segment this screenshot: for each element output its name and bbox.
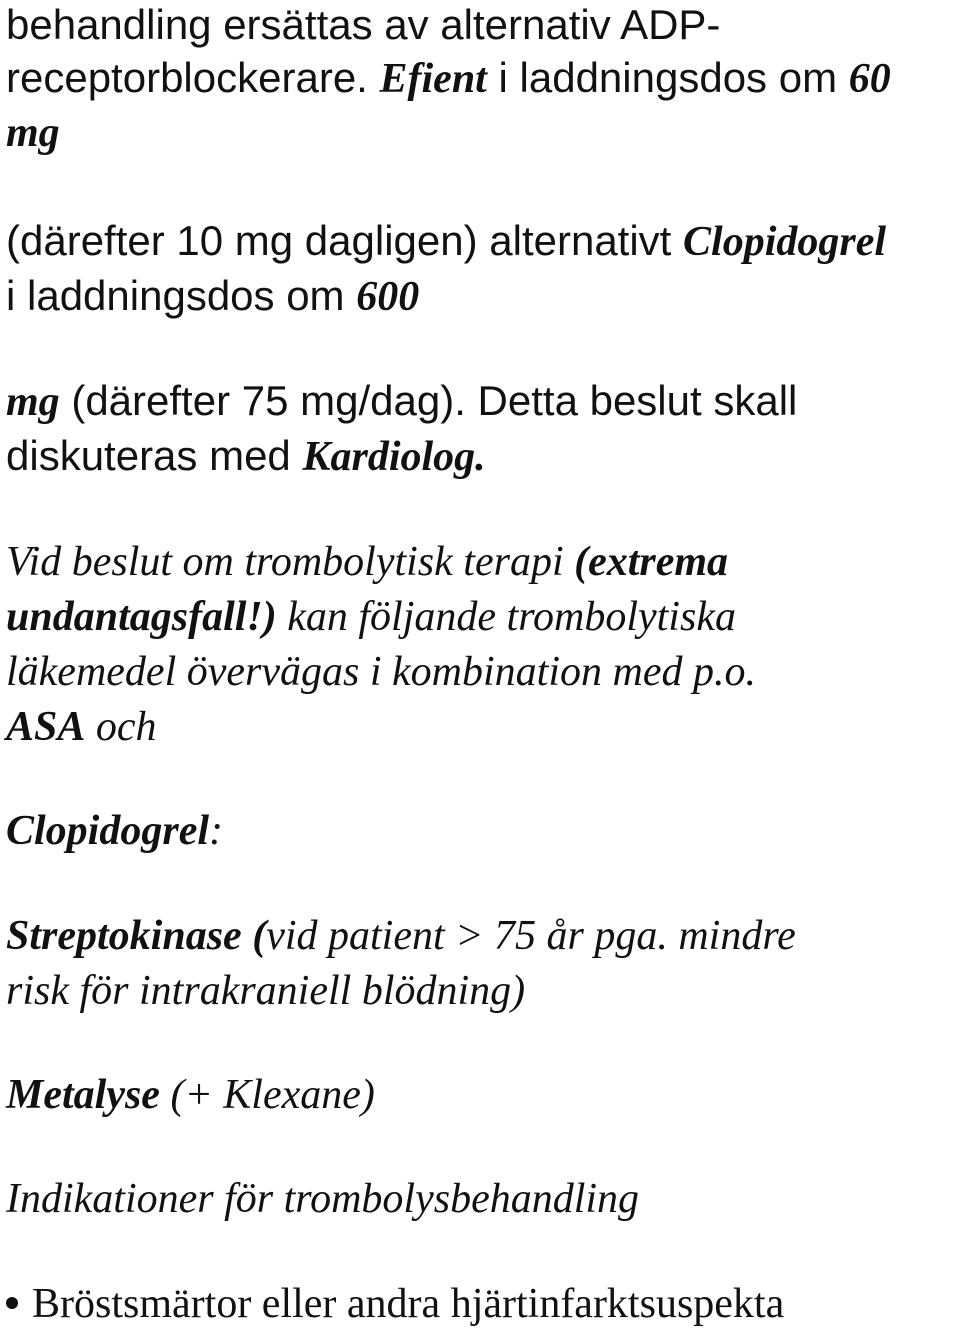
text: (därefter 75 mg/dag). Detta beslut skall: [59, 377, 798, 424]
drug-name-clopidogrel: Clopidogrel: [683, 219, 887, 265]
list-item-text: Bröstsmärtor eller andra hjärtinfarktsuspekta: [32, 1281, 785, 1327]
text-line-12: [6, 806, 223, 856]
text: receptorblockerare.: [6, 54, 380, 101]
dose-unit: mg: [6, 379, 60, 425]
specialist-kardiolog: Kardiolog.: [302, 434, 486, 480]
drug-name-efient: Efient: [379, 56, 487, 102]
section-heading: [6, 1174, 639, 1224]
text-line-1: [6, 0, 720, 50]
text: diskuteras med: [6, 432, 303, 479]
text-line-7: [6, 431, 486, 481]
text-line-5: [6, 271, 419, 321]
drug-name-asa: ASA: [6, 704, 86, 750]
bullet-list-item: [6, 1279, 784, 1329]
text: (därefter 10 mg dagligen) alternativt: [6, 217, 684, 264]
text: och: [85, 704, 157, 750]
drug-name-metalyse: Metalyse: [6, 1072, 160, 1118]
text-line-13: [6, 911, 796, 961]
text: kan följande trombolytiska: [276, 594, 736, 640]
emphasis: (extrema: [574, 539, 729, 585]
drug-name-clopidogrel: Clopidogrel: [6, 808, 210, 854]
text: i laddningsdos om: [6, 272, 357, 319]
dose-unit: mg: [6, 110, 60, 156]
text: :: [209, 808, 224, 854]
text-line-3: [6, 108, 60, 158]
text-line-6: [6, 376, 797, 426]
text-line-8: [6, 537, 728, 587]
drug-name-streptokinase: Streptokinase (: [6, 913, 267, 959]
text-line-2: [6, 53, 891, 103]
text: i laddningsdos om: [486, 54, 849, 101]
text: läkemedel övervägas i kombination med p.o.: [6, 649, 756, 695]
text: vid patient > 75 år pga. mindre: [266, 913, 796, 959]
text: behandling ersättas av alternativ ADP-: [6, 1, 721, 48]
text-line-15: [6, 1070, 375, 1120]
text-line-4: [6, 216, 886, 266]
heading-text: Indikationer för trombolysbehandling: [6, 1176, 640, 1222]
text: (+ Klexane): [159, 1072, 375, 1118]
text: risk för intrakraniell blödning): [6, 968, 526, 1014]
text: Vid beslut om trombolytisk terapi: [6, 539, 575, 585]
text-line-10: [6, 647, 756, 697]
dose-value: 60: [848, 56, 891, 102]
emphasis: undantagsfall!): [6, 594, 277, 640]
bullet-icon: [6, 1297, 18, 1309]
dose-value: 600: [356, 274, 420, 320]
text-line-9: [6, 592, 736, 642]
text-line-11: [6, 702, 157, 752]
text-line-14: [6, 966, 525, 1016]
